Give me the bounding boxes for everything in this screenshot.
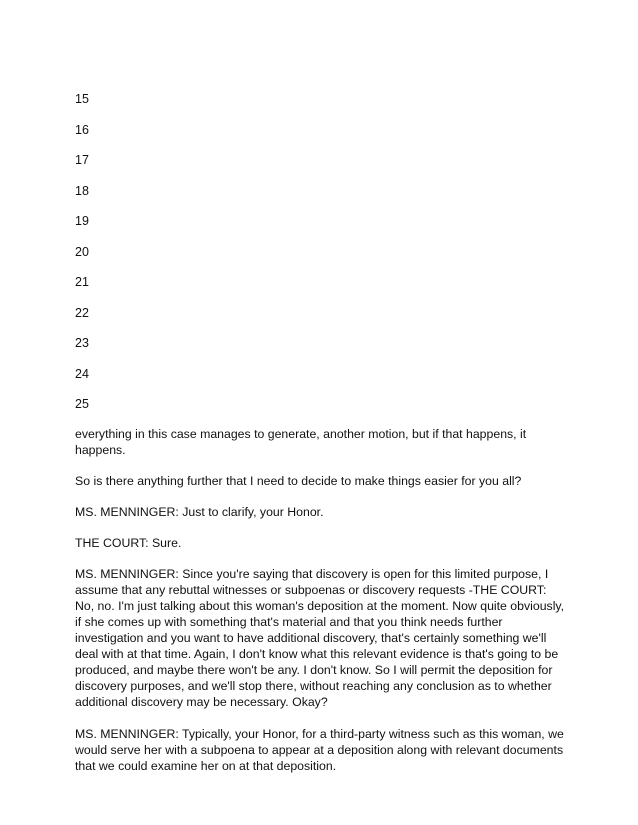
line-number: 17	[75, 153, 89, 167]
line-number: 20	[75, 244, 89, 259]
transcript-paragraph: MS. MENNINGER: Since you're saying that discovery is open for this limited purpose, I assume that any rebuttal witnesses or subpoenas or discovery requests -THE COURT: No, no. I'm just talking about this woman's deposition at the moment. Now quite obviously, if she comes up with something that's material and that you think needs further investigation and you want to have additional discovery, that's certainly something we'll deal with at that time. Again, I don't know what this relevant evidence is that's going to be produced, and maybe there won't be any. I don't know. So I will permit the deposition for discovery purposes, and we'll stop there, without reaching any conclusion as to whether additional discovery may be necessary. Okay?	[75, 567, 565, 709]
line-number: 18	[75, 183, 89, 198]
line-number: 16	[75, 122, 89, 137]
transcript-paragraph: everything in this case manages to generate, another motion, but if that happens, it happens.	[75, 427, 527, 457]
line-number: 24	[75, 366, 89, 381]
transcript-paragraph: THE COURT: Sure.	[75, 536, 182, 550]
transcript-paragraph: So is there anything further that I need to decide to make things easier for you all?	[75, 474, 522, 488]
line-number: 21	[75, 275, 89, 289]
line-number: 15	[75, 92, 89, 106]
line-number: 19	[75, 214, 89, 228]
transcript-body	[75, 426, 565, 789]
line-number: 25	[75, 397, 89, 411]
line-number-column	[75, 91, 89, 427]
line-number: 23	[75, 336, 89, 350]
transcript-paragraph: MS. MENNINGER: Just to clarify, your Honor.	[75, 505, 324, 519]
transcript-paragraph: MS. MENNINGER: Typically, your Honor, for a third-party witness such as this woman, we would serve her with a subpoena to appear at a deposition along with relevant documents that we could examine her on at that deposition.	[75, 727, 564, 773]
line-number: 22	[75, 305, 89, 320]
